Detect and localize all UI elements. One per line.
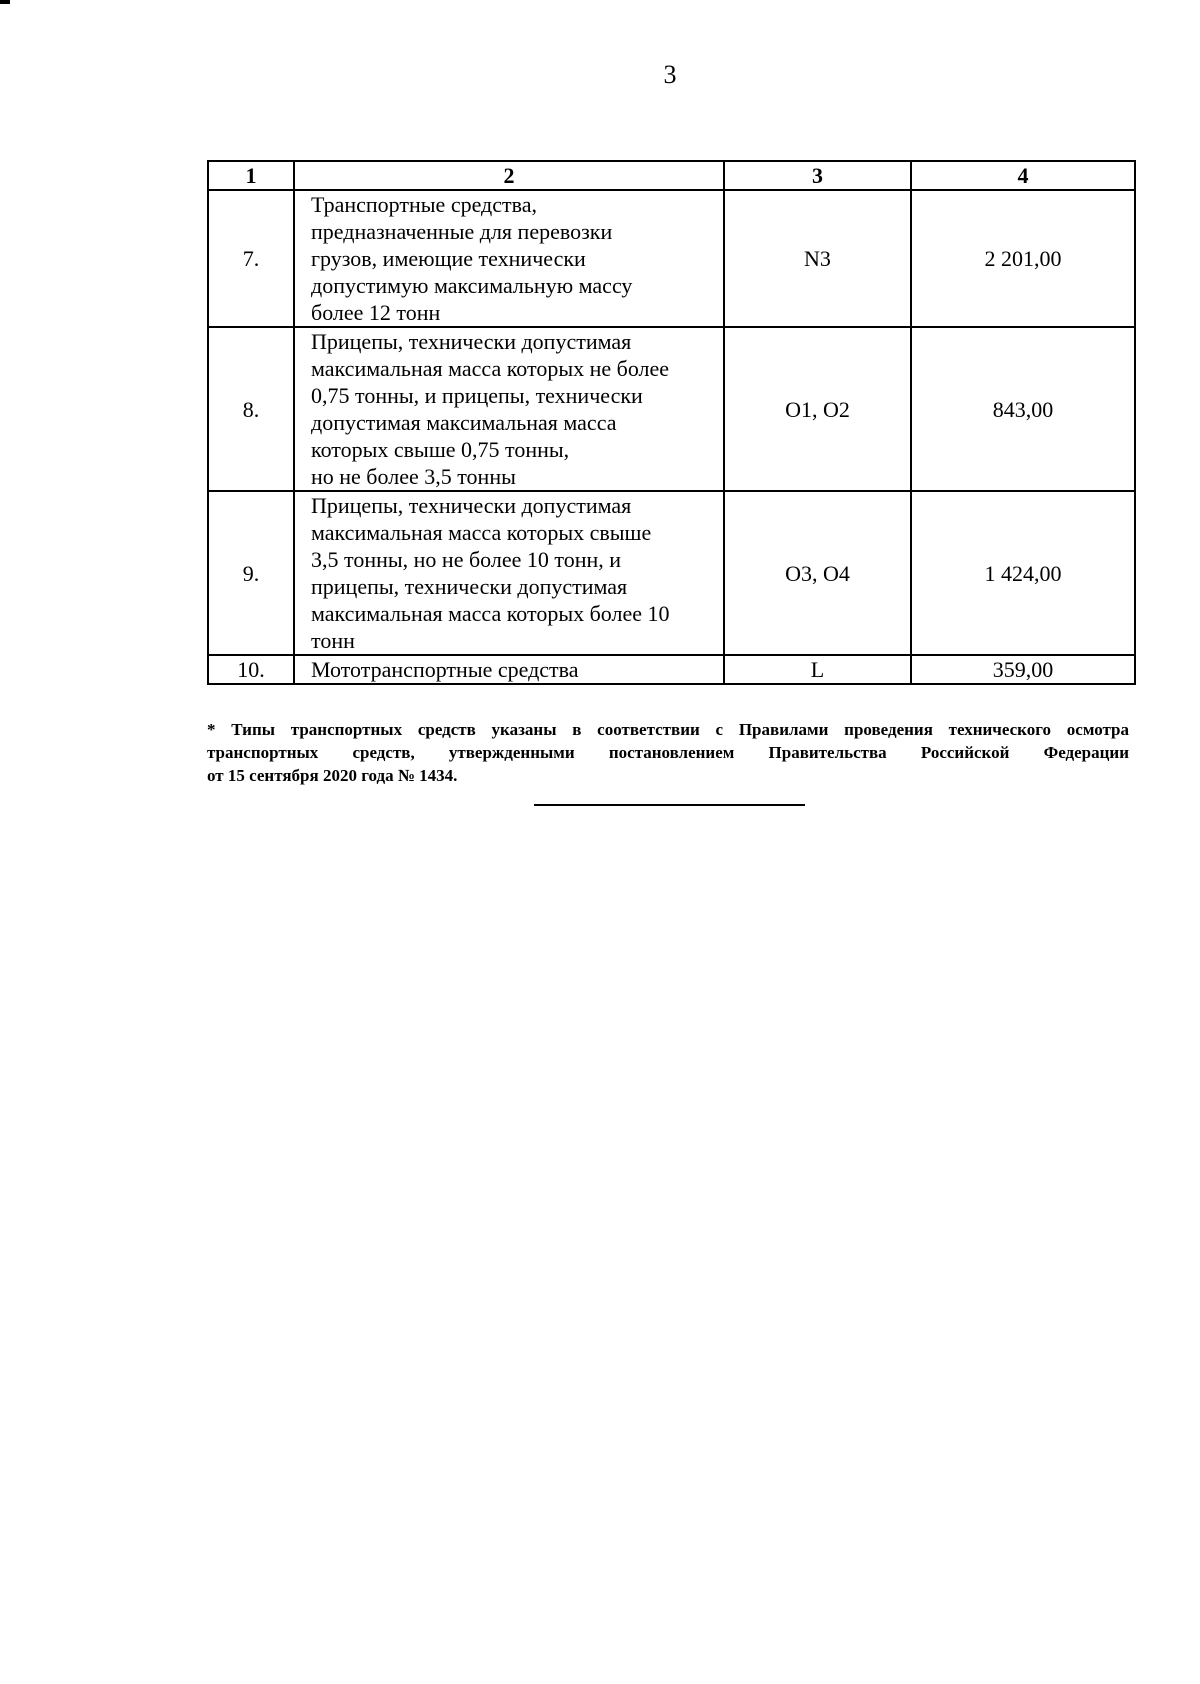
description-line: Прицепы, технически допустимая bbox=[311, 329, 632, 354]
fee-table bbox=[207, 160, 1136, 685]
scan-artifact bbox=[0, 0, 10, 4]
fee-amount: 2 201,00 bbox=[911, 190, 1135, 327]
description-line: но не более 3,5 тонны bbox=[311, 464, 516, 489]
table-row bbox=[208, 190, 1135, 327]
fee-amount: 843,00 bbox=[911, 327, 1135, 491]
footnote-line: от 15 сентября 2020 года № 1434. bbox=[207, 766, 458, 785]
vehicle-description bbox=[294, 491, 724, 655]
description-line: максимальная масса которых не более bbox=[311, 356, 670, 381]
vehicle-category: L bbox=[724, 655, 911, 684]
row-number: 8. bbox=[208, 327, 294, 491]
row-number: 10. bbox=[208, 655, 294, 684]
table-row bbox=[208, 655, 1135, 684]
vehicle-description bbox=[294, 655, 724, 684]
fee-amount: 359,00 bbox=[911, 655, 1135, 684]
header-col-4: 4 bbox=[911, 161, 1135, 190]
row-number: 7. bbox=[208, 190, 294, 327]
description-line: 3,5 тонны, но не более 10 тонн, и bbox=[311, 547, 622, 572]
description-line: максимальная масса которых свыше bbox=[311, 520, 652, 545]
description-line: прицепы, технически допустимая bbox=[311, 574, 628, 599]
footnote-line: * Типы транспортных средств указаны в соответствии с Правилами проведения технического осмотра bbox=[207, 720, 1129, 739]
footnote-line: транспортных средств, утвержденными постановлением Правительства Российской Федерации bbox=[207, 743, 1129, 762]
description-line: Транспортные средства, bbox=[311, 192, 537, 217]
footnote bbox=[207, 718, 1129, 787]
header-col-1: 1 bbox=[208, 161, 294, 190]
row-number: 9. bbox=[208, 491, 294, 655]
description-line: более 12 тонн bbox=[311, 300, 441, 325]
page-number: 3 bbox=[663, 60, 677, 89]
description-line: грузов, имеющие технически bbox=[311, 246, 586, 271]
description-line: предназначенные для перевозки bbox=[311, 219, 613, 244]
description-line: 0,75 тонны, и прицепы, технически bbox=[311, 383, 643, 408]
description-line: Прицепы, технически допустимая bbox=[311, 493, 632, 518]
header-col-2: 2 bbox=[294, 161, 724, 190]
description-line: допустимая максимальная масса bbox=[311, 410, 617, 435]
end-divider bbox=[534, 804, 805, 806]
description-line: которых свыше 0,75 тонны, bbox=[311, 437, 570, 462]
vehicle-category: O3, O4 bbox=[724, 491, 911, 655]
table-header-row bbox=[208, 161, 1135, 190]
description-line: максимальная масса которых более 10 bbox=[311, 601, 670, 626]
table-row bbox=[208, 491, 1135, 655]
vehicle-category: N3 bbox=[724, 190, 911, 327]
description-line: Мототранспортные средства bbox=[311, 657, 579, 682]
vehicle-category: O1, O2 bbox=[724, 327, 911, 491]
table-row bbox=[208, 327, 1135, 491]
header-col-3: 3 bbox=[724, 161, 911, 190]
description-line: допустимую максимальную массу bbox=[311, 273, 633, 298]
vehicle-description bbox=[294, 327, 724, 491]
fee-amount: 1 424,00 bbox=[911, 491, 1135, 655]
vehicle-description bbox=[294, 190, 724, 327]
description-line: тонн bbox=[311, 628, 355, 653]
